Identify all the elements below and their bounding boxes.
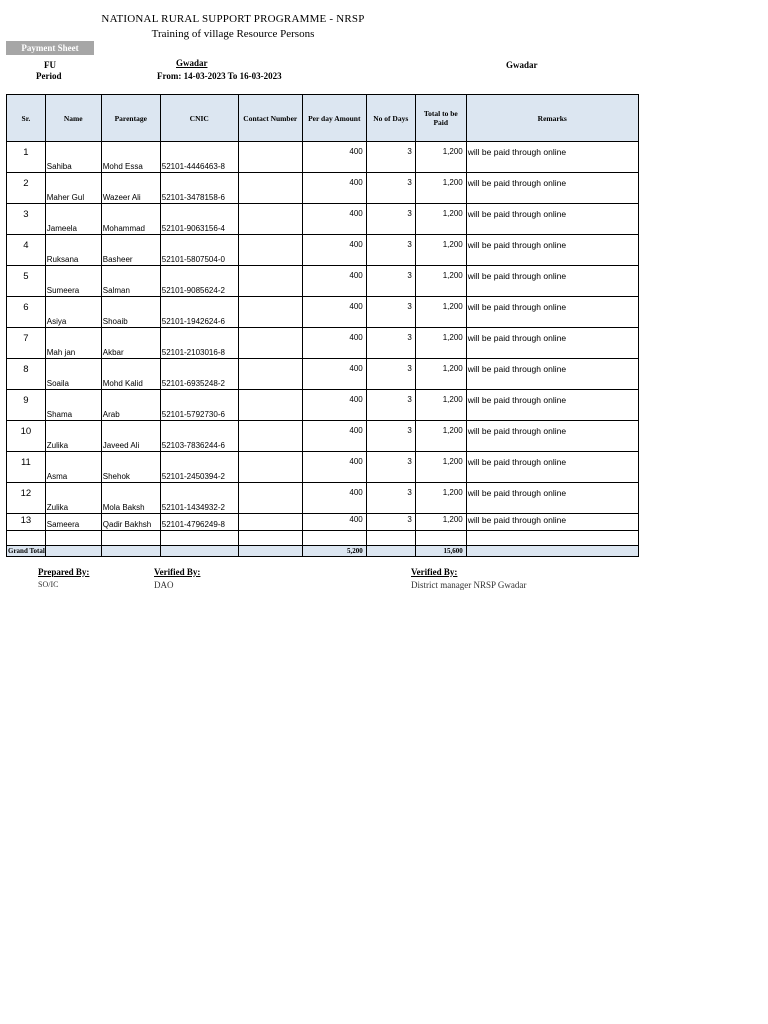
table-row	[7, 359, 639, 390]
cell-name: Ruksana	[45, 235, 101, 266]
cell-parentage: Wazeer Ali	[101, 173, 160, 204]
cell-parentage: Salman	[101, 266, 160, 297]
verified-by-label-1: Verified By:	[154, 567, 201, 577]
cell-name: Asma	[45, 452, 101, 483]
cell-contact	[238, 328, 302, 359]
cell-days: 3	[366, 235, 415, 266]
payment-sheet-badge: Payment Sheet	[6, 41, 94, 55]
cell-sr: 5	[7, 266, 46, 297]
cell-days: 3	[366, 514, 415, 531]
cell-per-day: 400	[302, 328, 366, 359]
cell-sr: 2	[7, 173, 46, 204]
prepared-by-label: Prepared By:	[38, 567, 90, 577]
cell-remarks: will be paid through online	[466, 421, 638, 452]
cell-days: 3	[366, 142, 415, 173]
cell-name: Shama	[45, 390, 101, 421]
cell-parentage: Mola Baksh	[101, 483, 160, 514]
table-header-row	[7, 95, 639, 142]
cell-name: Zulika	[45, 483, 101, 514]
cell-days: 3	[366, 297, 415, 328]
table-row	[7, 483, 639, 514]
cell-sr: 9	[7, 390, 46, 421]
cell-name: Sameera	[45, 514, 101, 531]
cell-days: 3	[366, 173, 415, 204]
col-header-contact: Contact Number	[238, 95, 302, 142]
period-range: From: 14-03-2023 To 16-03-2023	[157, 71, 282, 81]
cell-total: 1,200	[415, 452, 466, 483]
cell-per-day: 400	[302, 142, 366, 173]
cell-days: 3	[366, 359, 415, 390]
table-row	[7, 421, 639, 452]
cell-days: 3	[366, 421, 415, 452]
document-title: NATIONAL RURAL SUPPORT PROGRAMME - NRSP	[101, 13, 365, 25]
cell-days: 3	[366, 328, 415, 359]
verified-by-value-2: District manager NRSP Gwadar	[411, 580, 527, 590]
col-header-total: Total to be Paid	[415, 95, 466, 142]
cell-remarks: will be paid through online	[466, 452, 638, 483]
cell-total: 1,200	[415, 514, 466, 531]
cell-contact	[238, 421, 302, 452]
cell-cnic: 52101-1942624-6	[160, 297, 238, 328]
grand-total-paid: 15,600	[415, 546, 466, 557]
cell-sr: 6	[7, 297, 46, 328]
cell-total: 1,200	[415, 421, 466, 452]
cell-total: 1,200	[415, 235, 466, 266]
cell-remarks: will be paid through online	[466, 266, 638, 297]
col-header-name: Name	[45, 95, 101, 142]
blank-row	[7, 531, 639, 546]
payment-table	[6, 94, 639, 557]
cell-contact	[238, 390, 302, 421]
cell-name: Asiya	[45, 297, 101, 328]
cell-per-day: 400	[302, 297, 366, 328]
cell-sr: 10	[7, 421, 46, 452]
cell-days: 3	[366, 266, 415, 297]
cell-total: 1,200	[415, 266, 466, 297]
cell-remarks: will be paid through online	[466, 297, 638, 328]
cell-contact	[238, 359, 302, 390]
cell-per-day: 400	[302, 204, 366, 235]
table-row	[7, 328, 639, 359]
cell-parentage: Qadir Bakhsh	[101, 514, 160, 531]
cell-remarks: will be paid through online	[466, 390, 638, 421]
cell-parentage: Basheer	[101, 235, 160, 266]
col-header-days: No of Days	[366, 95, 415, 142]
cell-cnic: 52101-6935248-2	[160, 359, 238, 390]
grand-total-label: Grand Total	[8, 547, 45, 555]
cell-cnic: 52101-4796249-8	[160, 514, 238, 531]
cell-contact	[238, 297, 302, 328]
period-label: Period	[36, 71, 62, 81]
cell-days: 3	[366, 204, 415, 235]
cell-sr: 11	[7, 452, 46, 483]
cell-cnic: 52101-1434932-2	[160, 483, 238, 514]
cell-per-day: 400	[302, 514, 366, 531]
cell-per-day: 400	[302, 421, 366, 452]
cell-per-day: 400	[302, 483, 366, 514]
table-row	[7, 390, 639, 421]
cell-parentage: Shehok	[101, 452, 160, 483]
cell-days: 3	[366, 390, 415, 421]
cell-remarks: will be paid through online	[466, 173, 638, 204]
cell-cnic: 52101-5792730-6	[160, 390, 238, 421]
cell-name: Sumeera	[45, 266, 101, 297]
cell-days: 3	[366, 483, 415, 514]
verified-by-value-1: DAO	[154, 580, 174, 590]
cell-sr: 8	[7, 359, 46, 390]
cell-contact	[238, 235, 302, 266]
cell-name: Jameela	[45, 204, 101, 235]
cell-cnic: 52101-2450394-2	[160, 452, 238, 483]
table-row	[7, 235, 639, 266]
cell-remarks: will be paid through online	[466, 483, 638, 514]
cell-remarks: will be paid through online	[466, 235, 638, 266]
grand-total-per-day: 5,200	[302, 546, 366, 557]
document-subtitle: Training of village Resource Persons	[151, 28, 315, 40]
cell-parentage: Shoaib	[101, 297, 160, 328]
cell-sr: 1	[7, 142, 46, 173]
cell-sr: 12	[7, 483, 46, 514]
cell-name: Sahiba	[45, 142, 101, 173]
cell-contact	[238, 483, 302, 514]
col-header-sr: Sr.	[7, 95, 46, 142]
cell-per-day: 400	[302, 235, 366, 266]
cell-remarks: will be paid through online	[466, 514, 638, 531]
cell-remarks: will be paid through online	[466, 142, 638, 173]
cell-name: Mah jan	[45, 328, 101, 359]
cell-total: 1,200	[415, 204, 466, 235]
cell-contact	[238, 173, 302, 204]
cell-cnic: 52101-4446463-8	[160, 142, 238, 173]
table-row	[7, 266, 639, 297]
cell-total: 1,200	[415, 328, 466, 359]
cell-parentage: Arab	[101, 390, 160, 421]
cell-per-day: 400	[302, 173, 366, 204]
cell-total: 1,200	[415, 359, 466, 390]
cell-name: Soaila	[45, 359, 101, 390]
table-row	[7, 142, 639, 173]
cell-sr: 3	[7, 204, 46, 235]
cell-total: 1,200	[415, 297, 466, 328]
cell-contact	[238, 204, 302, 235]
cell-contact	[238, 514, 302, 531]
cell-days: 3	[366, 452, 415, 483]
cell-per-day: 400	[302, 359, 366, 390]
cell-cnic: 52101-9085624-2	[160, 266, 238, 297]
cell-total: 1,200	[415, 483, 466, 514]
cell-cnic: 52101-5807504-0	[160, 235, 238, 266]
cell-contact	[238, 266, 302, 297]
cell-total: 1,200	[415, 142, 466, 173]
cell-total: 1,200	[415, 173, 466, 204]
cell-cnic: 52101-3478158-6	[160, 173, 238, 204]
cell-parentage: Javeed Ali	[101, 421, 160, 452]
cell-cnic: 52103-7836244-6	[160, 421, 238, 452]
cell-parentage: Akbar	[101, 328, 160, 359]
cell-remarks: will be paid through online	[466, 204, 638, 235]
table-row	[7, 452, 639, 483]
cell-parentage: Mohd Kalid	[101, 359, 160, 390]
cell-remarks: will be paid through online	[466, 328, 638, 359]
cell-per-day: 400	[302, 390, 366, 421]
cell-cnic: 52101-2103016-8	[160, 328, 238, 359]
location-label: Gwadar	[176, 58, 208, 68]
cell-contact	[238, 452, 302, 483]
cell-sr: 13	[7, 514, 46, 531]
table-row	[7, 297, 639, 328]
col-header-parentage: Parentage	[101, 95, 160, 142]
cell-name: Maher Gul	[45, 173, 101, 204]
fu-label: FU	[44, 60, 56, 70]
prepared-by-value: SO/IC	[38, 580, 59, 589]
cell-sr: 7	[7, 328, 46, 359]
table-row	[7, 173, 639, 204]
cell-per-day: 400	[302, 452, 366, 483]
verified-by-label-2: Verified By:	[411, 567, 458, 577]
cell-name: Zulika	[45, 421, 101, 452]
grand-total-row	[7, 546, 639, 557]
cell-total: 1,200	[415, 390, 466, 421]
col-header-per-day: Per day Amount	[302, 95, 366, 142]
location-right-label: Gwadar	[506, 60, 538, 70]
cell-per-day: 400	[302, 266, 366, 297]
cell-parentage: Mohd Essa	[101, 142, 160, 173]
col-header-cnic: CNIC	[160, 95, 238, 142]
cell-contact	[238, 142, 302, 173]
col-header-remarks: Remarks	[466, 95, 638, 142]
cell-remarks: will be paid through online	[466, 359, 638, 390]
cell-parentage: Mohammad	[101, 204, 160, 235]
cell-cnic: 52101-9063156-4	[160, 204, 238, 235]
cell-sr: 4	[7, 235, 46, 266]
table-row	[7, 514, 639, 531]
table-row	[7, 204, 639, 235]
